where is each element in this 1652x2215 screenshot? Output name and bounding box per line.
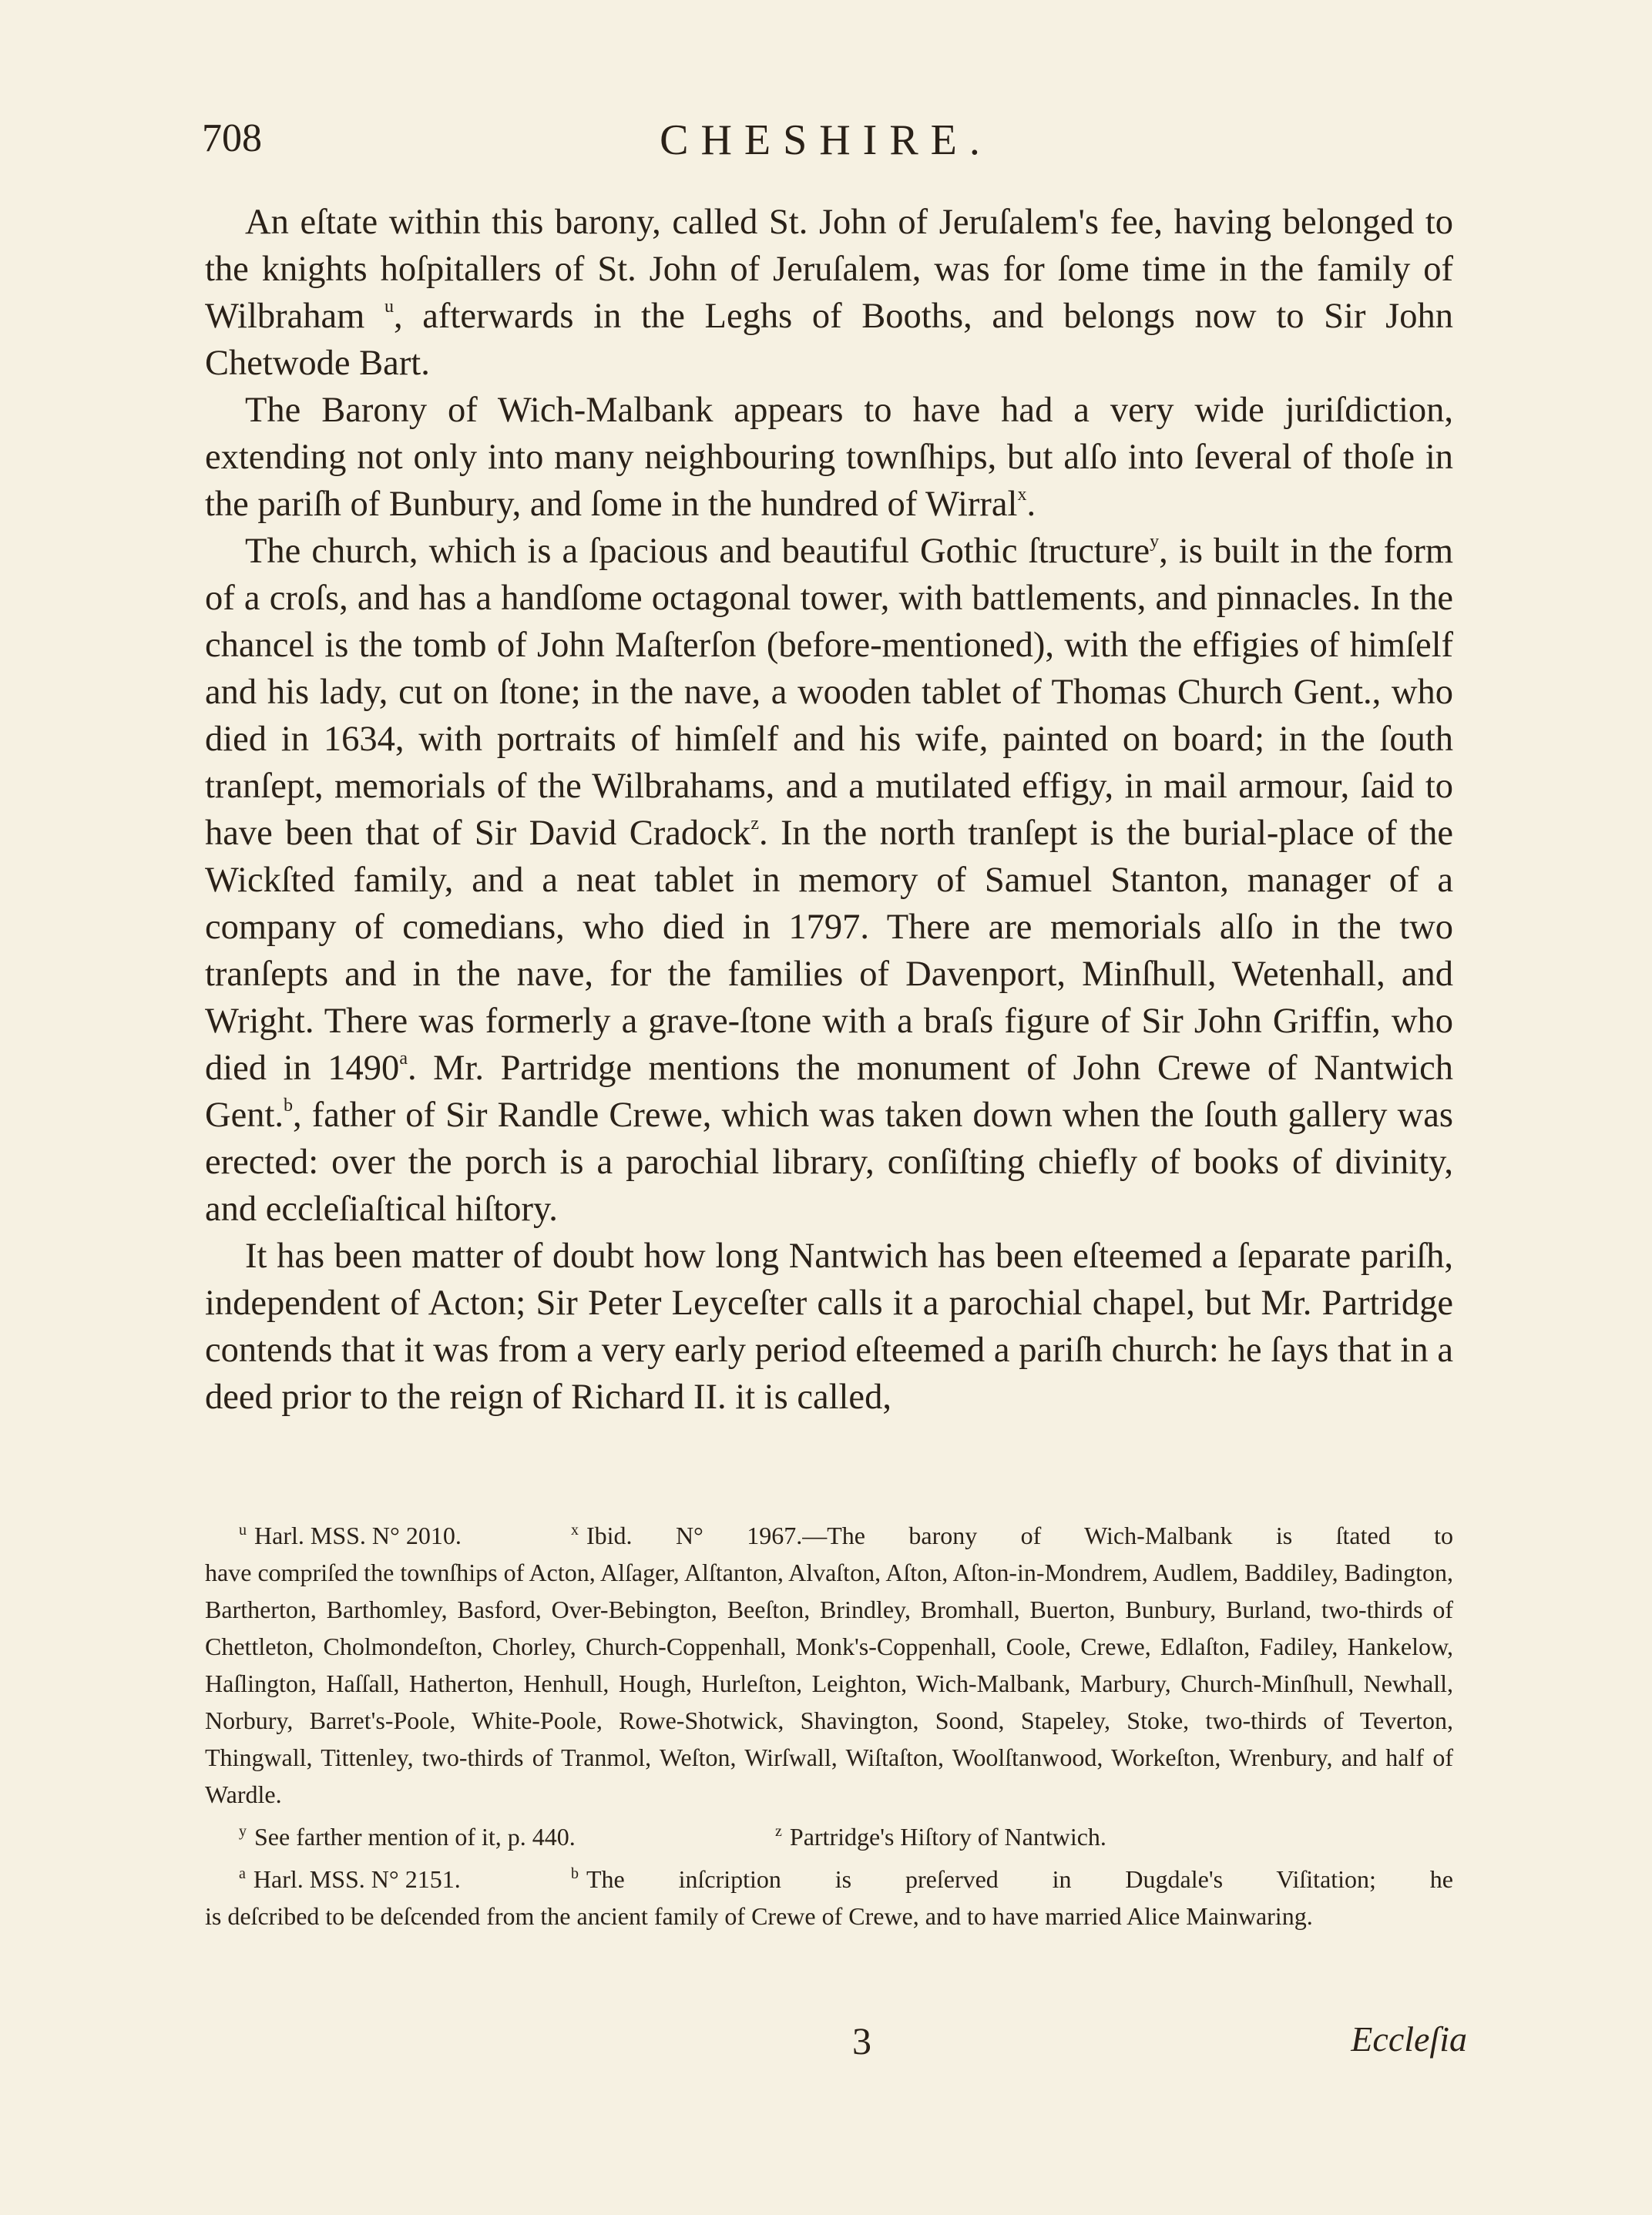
paragraph-2: The Barony of Wich-Malbank appears to have had a very wide juriſdiction, extending not only into many neighbouring townſhips, but alſo into ſeveral of thoſe in the pariſh of Bunbury, and ſome in the hundred of Wirral$^x$. [205,391,1453,524]
footnote-b-continued: is deſcribed to be deſcended from the ancient family of Crewe of Crewe, and to have married Alice Mainwaring. [205,1902,1313,1930]
page-footer [0,2019,1652,2072]
note-mark-a: a [399,1049,408,1069]
page-number: 708 [202,116,262,160]
footnote-b: $^b$ The inſcription is preſerved in Dugdale's Viſitation; he [571,1865,1453,1893]
footnote-y: $^y$ See farther mention of it, p. 440. [239,1823,576,1851]
paragraph-3: The church, which is a ſpacious and beautiful Gothic ſtructure$^y$, is built in the form of a croſs, and has a handſome octagonal tower, with battlements, and pinnacles. In the chancel is the tomb of John Maſterſon (before-mentioned), with the effigies of himſelf and his lady, cut on ſtone; in the nave, a wooden tablet of Thomas Church Gent., who died in 1634, with portraits of himſelf and his wife, painted on board; in the ſouth tranſept, memorials of the Wilbrahams, and a mutilated effigy, in mail armour, ſaid to have been that of Sir David Cradock$^z$. In the north tranſept is the burial-place of the Wickſted family, and a neat tablet in memory of Samuel Stanton, manager of a company of comedians, who died in 1797. There are memorials alſo in the two tranſepts and in the nave, for the families of Davenport, Minſhull, Wetenhall, and Wright. There was formerly a grave-ſtone with a braſs figure of Sir John Griffin, who died in 1490$^a$. Mr. Partridge mentions the monument of John Crewe of Nantwich Gent.$^b$, father of Sir Randle Crewe, which was taken down when the ſouth gallery was erected: over the porch is a parochial library, conſiſting chiefly of books of divinity, and eccleſiaſtical hiſtory. [205,532,1453,1229]
running-head: CHESHIRE. [660,116,992,164]
footnote-a-b-row [205,1855,1453,1898]
note-mark-x: x [1017,485,1027,505]
main-text [205,199,1453,1421]
note-mark-y: y [1150,532,1160,552]
note-mark-b: b [284,1096,294,1116]
paragraph-1: An eſtate within this barony, called St. John of Jeruſalem's fee, having belonged to the knights hoſpitallers of St. John of Jeruſalem, was for ſome time in the family of Wilbraham $^u$, afterwards in the Leghs of Booths, and belongs now to Sir John Chetwode Bart. [205,203,1453,383]
footnote-x-continued: have compriſed the townſhips of Acton, Alſager, Alſtanton, Alvaſton, Aſton, Aſton-in-Mondrem, Audlem, Baddiley, Badington, Bartherton, Barthomley, Basford, Over-Bebington, Beeſton, Brindley, Bromhall, Buerton, Bunbury, Burland, two-thirds of Chettleton, Cholmondeſton, Chorley, Church-Coppenhall, Monk's-Coppenhall, Coole, Crewe, Edlaſton, Fadiley, Hankelow, Haſlington, Haſſall, Hatherton, Henhull, Hough, Hurleſton, Leighton, Wich-Malbank, Marbury, Church-Minſhull, Newhall, Norbury, Barret's-Poole, White-Poole, Rowe-Shotwick, Shavington, Soond, Stapeley, Stoke, two-thirds of Teverton, Thingwall, Tittenley, two-thirds of Tranmol, Weſton, Wirſwall, Wiſtaſton, Woolſtanwood, Workeſton, Wrenbury, and half of Wardle. [205,1559,1453,1808]
signature-mark: 3 [852,2019,871,2062]
paragraph-4: It has been matter of doubt how long Nantwich has been eſteemed a ſeparate pariſh, independent of Acton; Sir Peter Leyceſter calls it a parochial chapel, but Mr. Partridge contends that it was from a very early period eſteemed a pariſh church: he ſays that in a deed prior to the reign of Richard II. it is called, [205,1237,1453,1417]
footnote-z: $^z$ Partridge's Hiſtory of Nantwich. [775,1823,1106,1851]
footnotes [205,1512,1453,1935]
footnote-u: $^u$ Harl. MSS. N° 2010. [239,1522,462,1549]
catchword: Eccleſia [1351,2019,1467,2059]
footnote-a: $^a$ Harl. MSS. N° 2151. [239,1865,461,1893]
note-mark-z: z [750,814,759,834]
page-header [0,116,1652,177]
footnote-u-x-row [205,1512,1453,1554]
note-mark-u: u [384,297,394,317]
footnote-y-z-row [205,1813,1453,1855]
footnote-x: $^x$ Ibid. N° 1967.—The barony of Wich-Malbank is ſtated to [571,1522,1453,1549]
